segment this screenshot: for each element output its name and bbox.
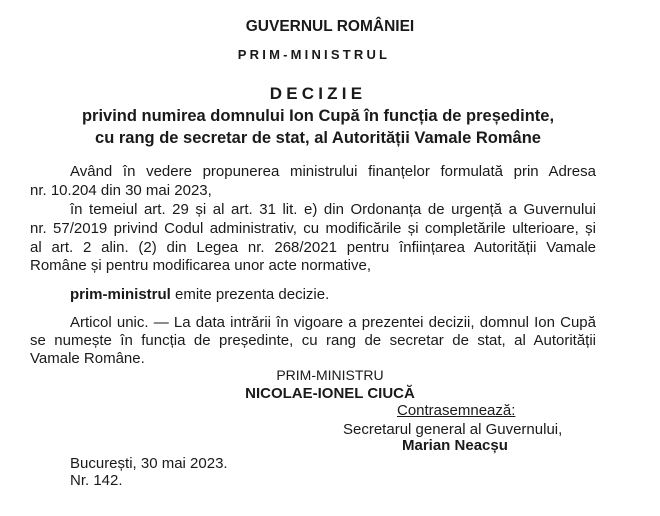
signatory-name: NICOLAE-IONEL CIUCĂ <box>245 385 415 402</box>
preamble-line: Având în vedere propunerea ministrului finanțelor formulată prin Adresa <box>70 163 596 180</box>
preamble-line: Române și pentru modificarea unor acte normative, <box>30 257 372 274</box>
preamble-line: nr. 57/2019 privind Codul administrativ, cu modificările și completările ulterioare, și <box>30 220 596 237</box>
place-date: București, 30 mai 2023. <box>70 455 228 472</box>
issuance-statement <box>70 286 329 303</box>
office-header: PRIM-MINISTRUL <box>237 47 391 62</box>
document-number: Nr. 142. <box>70 472 123 489</box>
document-title: DECIZIE <box>269 84 367 103</box>
document-subtitle-line-2: cu rang de secretar de stat, al Autorității Vamale Române <box>95 129 541 147</box>
signatory-title: PRIM-MINISTRU <box>276 367 384 383</box>
government-header: GUVERNUL ROMÂNIEI <box>245 18 415 35</box>
article-line: Vamale Române. <box>30 350 145 367</box>
article-line: Articol unic. — La data intrării în vigoare a prezentei decizii, domnul Ion Cupă <box>70 314 596 331</box>
issuance-bold: prim-ministrul <box>70 286 171 303</box>
countersign-role: Secretarul general al Guvernului, <box>343 421 563 438</box>
preamble-line: al art. 2 alin. (2) din Legea nr. 268/2021 pentru înființarea Autorității Vamale <box>30 239 596 256</box>
countersign-name: Marian Neacșu <box>402 437 508 454</box>
issuance-rest: emite prezenta decizie. <box>170 286 330 303</box>
preamble-line: în temeiul art. 29 și al art. 31 lit. e) din Ordonanța de urgență a Guvernului <box>70 201 596 218</box>
document-subtitle-line-1: privind numirea domnului Ion Cupă în funcția de președinte, <box>81 107 555 125</box>
countersign-label: Contrasemnează: <box>397 402 516 419</box>
preamble-line: nr. 10.204 din 30 mai 2023, <box>30 182 212 199</box>
article-line: se numește în funcția de președinte, cu rang de secretar de stat, al Autorității <box>30 332 596 349</box>
